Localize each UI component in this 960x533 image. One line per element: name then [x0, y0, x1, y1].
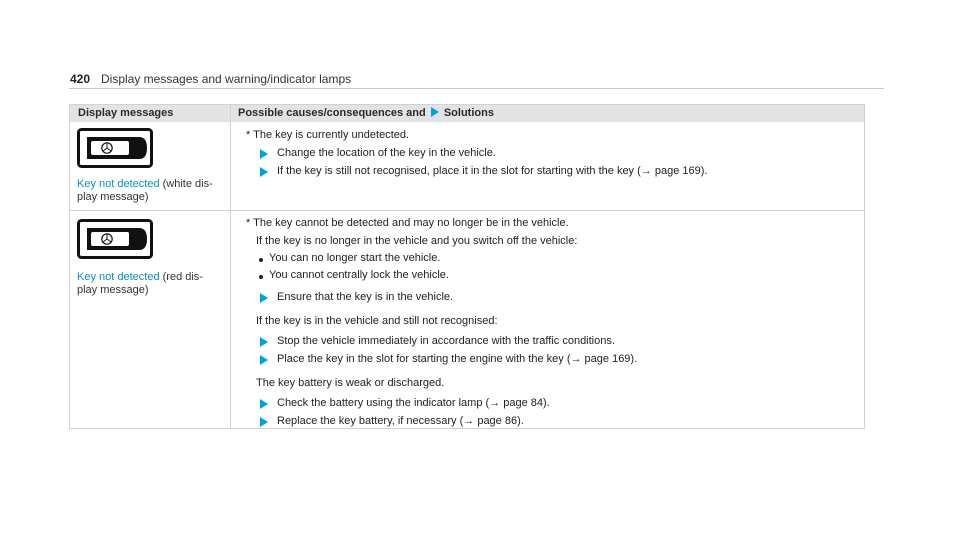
step-arrow-icon [260, 149, 268, 159]
step-arrow-icon [260, 355, 268, 365]
row-divider [70, 210, 864, 211]
cause-text: * The key is currently undetected. [246, 129, 410, 141]
key-fob-icon [77, 219, 153, 259]
cause-text: * The key cannot be detected and may no longer be in the vehicle. [246, 217, 569, 229]
page-number: 420 [70, 72, 91, 86]
step-text: Replace the key battery, if necessary (→ page 86). [277, 415, 524, 427]
step-arrow-icon [260, 293, 268, 303]
step-text: Change the location of the key in the vehicle. [277, 147, 496, 159]
bullet [259, 275, 263, 279]
table-header [70, 105, 864, 122]
step-text: Ensure that the key is in the vehicle. [277, 291, 454, 303]
bullet [259, 258, 263, 262]
solution-arrow-icon [431, 107, 439, 117]
page-title: Display messages and warning/indicator lamps [101, 72, 352, 86]
display-messages-table [69, 104, 865, 429]
message-label: Key not detected (white dis- play message) [77, 178, 213, 203]
step-arrow-icon [260, 417, 268, 427]
step-arrow-icon [260, 167, 268, 177]
key-not-detected-link[interactable]: Key not detected [77, 178, 160, 190]
step-text: If the key is still not recognised, place it in the slot for starting with the key (→ page 169). [277, 165, 708, 177]
key-not-detected-link[interactable]: Key not detected [77, 271, 160, 283]
message-label: Key not detected (red dis- play message) [77, 271, 203, 296]
condition-text: If the key is no longer in the vehicle and you switch off the vehicle: [256, 235, 578, 247]
step-text: Stop the vehicle immediately in accordance with the traffic conditions. [277, 335, 615, 347]
bullet-text: You cannot centrally lock the vehicle. [269, 269, 449, 281]
column-divider [230, 105, 231, 428]
bullet-text: You can no longer start the vehicle. [269, 252, 441, 264]
step-text: Check the battery using the indicator lamp (→ page 84). [277, 397, 550, 409]
step-text: Place the key in the slot for starting the engine with the key (→ page 169). [277, 353, 638, 365]
key-fob-icon [77, 128, 153, 168]
step-arrow-icon [260, 337, 268, 347]
col-header-causes: Possible causes/consequences and Solutions [238, 107, 494, 119]
step-arrow-icon [260, 399, 268, 409]
condition-text: The key battery is weak or discharged. [256, 377, 445, 389]
col-header-display-messages: Display messages [78, 107, 174, 119]
header-rule [69, 88, 884, 89]
condition-text: If the key is in the vehicle and still not recognised: [256, 315, 498, 327]
